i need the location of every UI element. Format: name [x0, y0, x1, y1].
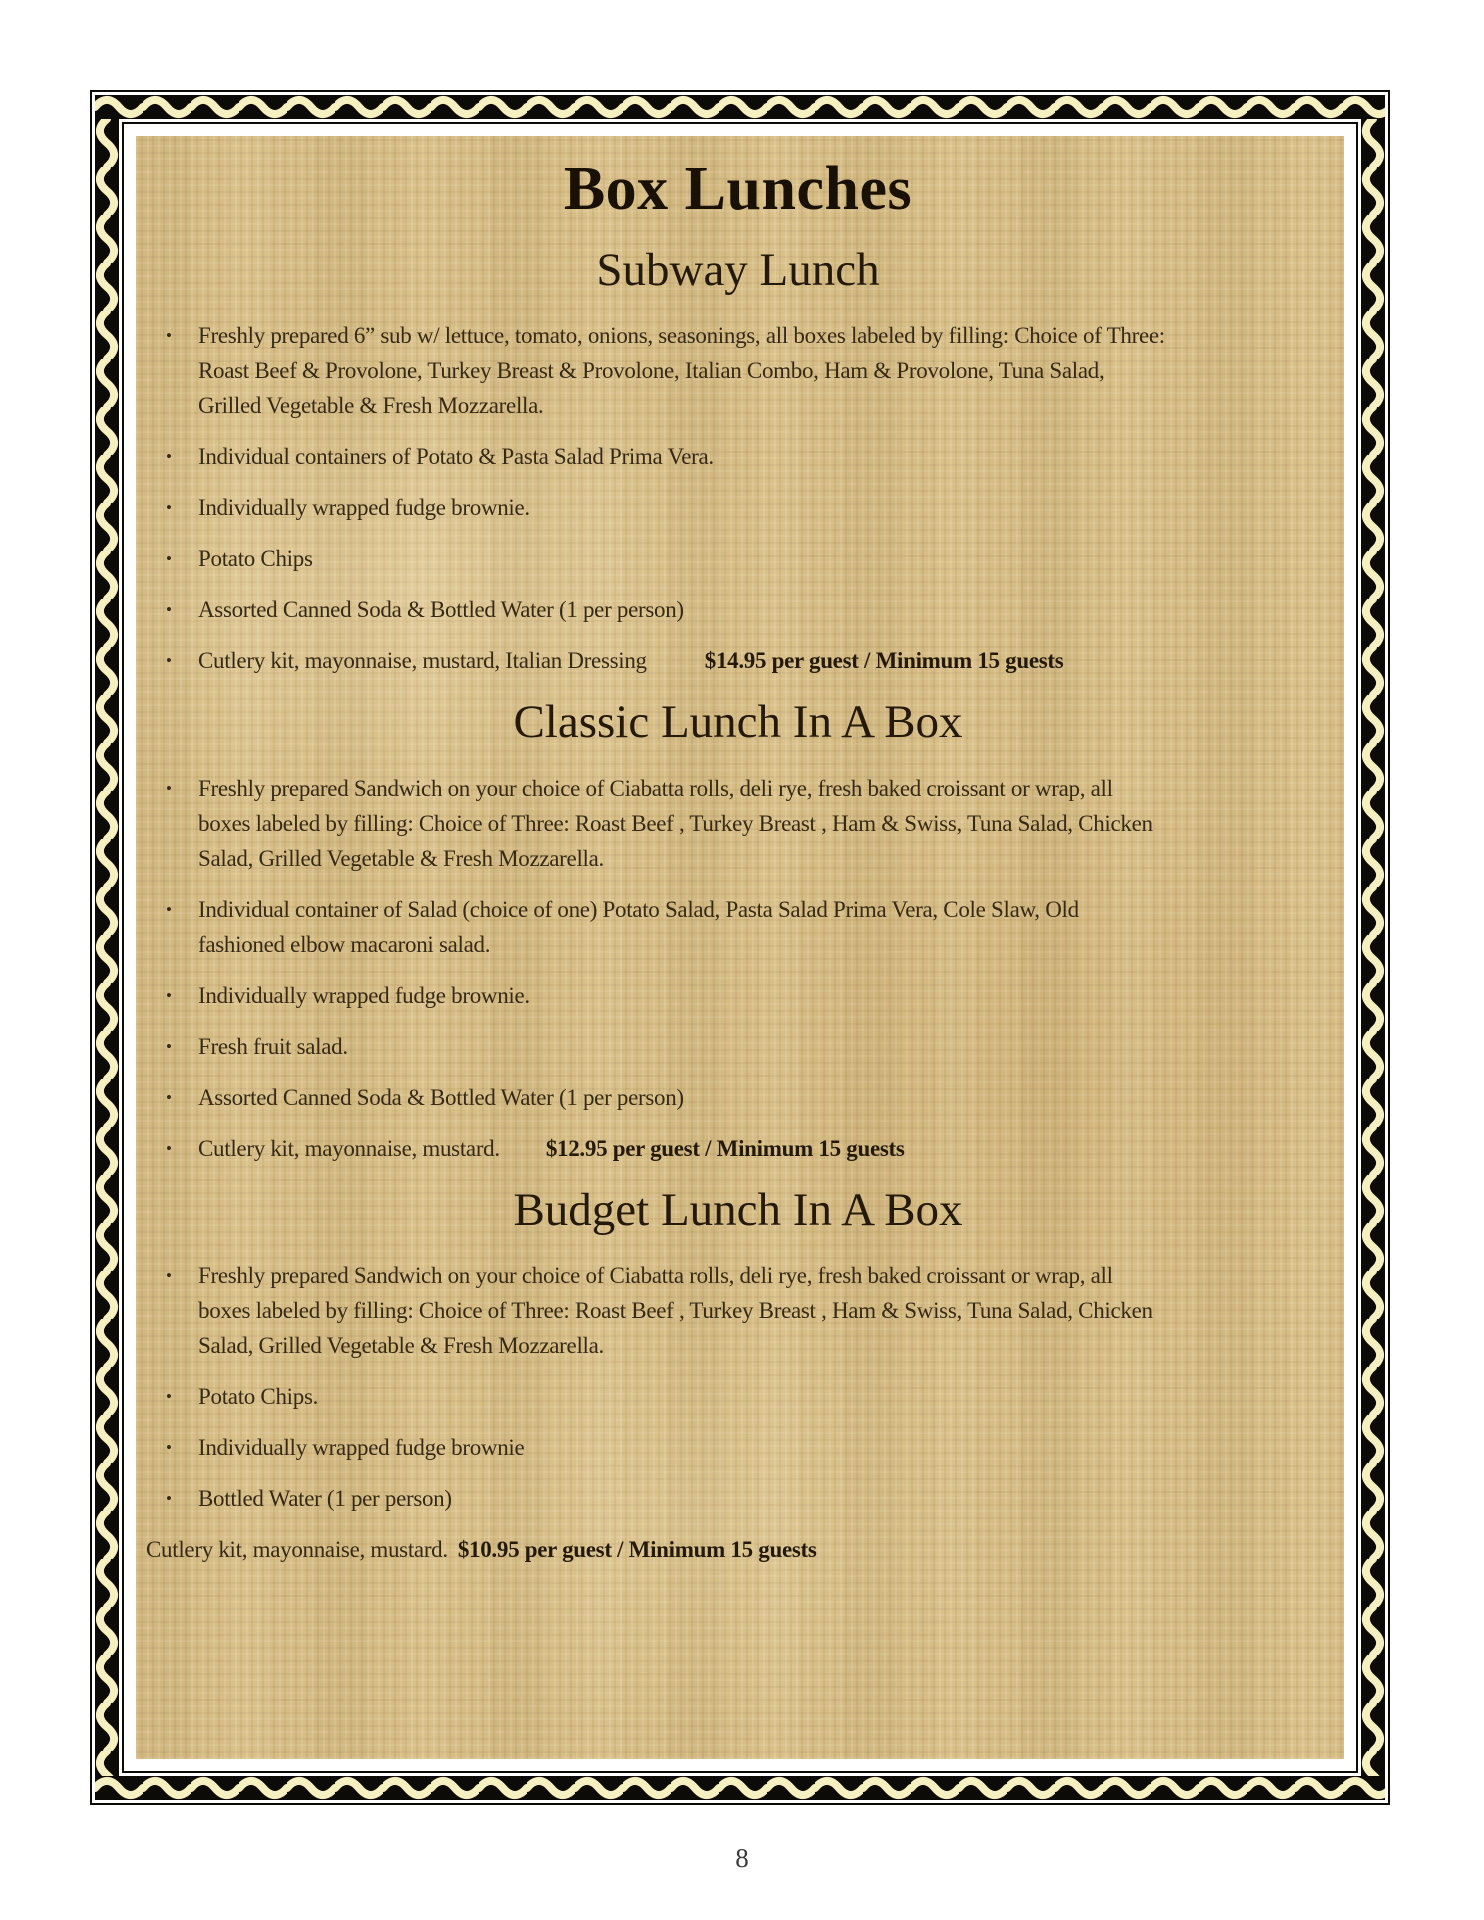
menu-item-line-text: Cutlery kit, mayonnaise, mustard.: [146, 1537, 448, 1563]
menu-item-text: [198, 592, 1330, 627]
menu-item: [146, 1379, 1330, 1414]
menu-item: [146, 592, 1330, 627]
page-number: 8: [735, 1843, 749, 1873]
bullet-icon: •: [166, 899, 172, 919]
menu-item-text: [198, 892, 1330, 962]
menu-item-line: Grilled Vegetable & Fresh Mozzarella.: [198, 393, 544, 419]
menu-item-line: Bottled Water (1 per person): [198, 1486, 452, 1512]
menu-item-text: [146, 1532, 1330, 1567]
section-classic-lunch-in-a-box: [146, 694, 1330, 1165]
menu-item: [146, 771, 1330, 876]
menu-item-line: Individually wrapped fudge brownie: [198, 1435, 525, 1461]
menu-item-line: Fresh fruit salad.: [198, 1033, 348, 1059]
bullet-icon: •: [166, 549, 172, 569]
menu-item-line: Potato Chips: [198, 546, 313, 572]
menu-item: [146, 541, 1330, 576]
menu-item-text: [198, 1258, 1330, 1363]
menu-item-text: [198, 978, 1330, 1013]
menu-item-line: Salad, Grilled Vegetable & Fresh Mozzarella.: [198, 845, 604, 871]
bullet-icon: •: [166, 326, 172, 346]
wave-border-left-icon: [95, 119, 119, 1776]
wave-border-right-icon: [1361, 119, 1385, 1776]
section-subway-lunch: [146, 242, 1330, 678]
menu-item: [146, 1481, 1330, 1516]
menu-item-text: [198, 318, 1330, 423]
menu-item-text: [198, 1430, 1330, 1465]
section-heading: Budget Lunch In A Box: [513, 1183, 963, 1236]
menu-item-text: [198, 1131, 1330, 1166]
wave-border-top-icon: [95, 95, 1385, 119]
menu-item-text: [198, 1379, 1330, 1414]
menu-item-line: boxes labeled by filling: Choice of Three: Roast Beef , Turkey Breast , Ham & Swiss, Tuna Salad, Chicken: [198, 1298, 1153, 1324]
section-heading: Classic Lunch In A Box: [513, 696, 963, 749]
bullet-icon: •: [166, 1266, 172, 1286]
price-text: $14.95 per guest / Minimum 15 guests: [704, 648, 1064, 674]
menu-item-line: Individually wrapped fudge brownie.: [198, 495, 530, 521]
menu-item-line: Freshly prepared 6” sub w/ lettuce, tomato, onions, seasonings, all boxes labeled by filling: Choice of Three:: [198, 323, 1165, 349]
menu-item-line: Individual container of Salad (choice of one) Potato Salad, Pasta Salad Prima Vera, Cole Slaw, Old: [198, 896, 1079, 922]
menu-item-line: Assorted Canned Soda & Bottled Water (1 per person): [198, 1084, 684, 1110]
menu-item: [146, 1080, 1330, 1115]
menu-item-line: Salad, Grilled Vegetable & Fresh Mozzarella.: [198, 1333, 604, 1359]
bullet-icon: •: [166, 600, 172, 620]
menu-item-line: [198, 643, 1330, 678]
menu-item: [146, 892, 1330, 962]
menu-item-line: Assorted Canned Soda & Bottled Water (1 per person): [198, 597, 684, 623]
menu-item-text: [198, 541, 1330, 576]
menu-item-line: boxes labeled by filling: Choice of Three: Roast Beef , Turkey Breast , Ham & Swiss, Tuna Salad, Chicken: [198, 810, 1153, 836]
bullet-icon: •: [166, 498, 172, 518]
parchment-panel: [136, 136, 1344, 1759]
bullet-icon: •: [166, 447, 172, 467]
section-heading: Subway Lunch: [596, 243, 880, 296]
border-inner-line: [122, 122, 1358, 1773]
menu-item: [146, 490, 1330, 525]
bullet-icon: •: [166, 1087, 172, 1107]
menu-item-line: Individually wrapped fudge brownie.: [198, 982, 530, 1008]
menu-item-line: fashioned elbow macaroni salad.: [198, 931, 491, 957]
menu-item-text: [198, 439, 1330, 474]
menu-item-text: [198, 490, 1330, 525]
menu-item-line: Potato Chips.: [198, 1384, 319, 1410]
menu-item: [146, 318, 1330, 423]
menu-item-line: Freshly prepared Sandwich on your choice of Ciabatta rolls, deli rye, fresh baked croissant or wrap, all: [198, 775, 1113, 801]
menu-item-line: Individual containers of Potato & Pasta Salad Prima Vera.: [198, 444, 714, 470]
border-wave-band: [95, 95, 1385, 1800]
section-budget-lunch-in-a-box: [146, 1182, 1330, 1567]
bullet-icon: •: [166, 651, 172, 671]
menu-item-text: [198, 1029, 1330, 1064]
menu-item-line: [146, 1532, 1330, 1567]
menu-item-text: [198, 643, 1330, 678]
menu-item: [146, 1029, 1330, 1064]
menu-item: [146, 1430, 1330, 1465]
decorative-border: [90, 90, 1390, 1805]
bullet-icon: •: [166, 1489, 172, 1509]
menu-item-text: [198, 1080, 1330, 1115]
price-text: $12.95 per guest / Minimum 15 guests: [545, 1135, 905, 1161]
bullet-icon: •: [166, 1438, 172, 1458]
menu-item-line-text: Cutlery kit, mayonnaise, mustard, Italian Dressing: [198, 648, 647, 674]
menu-item-line: [198, 1131, 1330, 1166]
menu-item-line-text: Cutlery kit, mayonnaise, mustard.: [198, 1135, 500, 1161]
price-text: $10.95 per guest / Minimum 15 guests: [457, 1537, 817, 1563]
menu-item: [146, 1131, 1330, 1166]
border-inner-margin: [119, 119, 1361, 1776]
menu-item: [146, 1258, 1330, 1363]
bullet-icon: •: [166, 1138, 172, 1158]
menu-item: [146, 643, 1330, 678]
menu-item: [146, 439, 1330, 474]
menu-item-line: Freshly prepared Sandwich on your choice of Ciabatta rolls, deli rye, fresh baked croissant or wrap, all: [198, 1263, 1113, 1289]
menu-item: [146, 1532, 1330, 1567]
menu-item-text: [198, 771, 1330, 876]
menu-item: [146, 978, 1330, 1013]
bullet-icon: •: [166, 1036, 172, 1056]
menu-item-text: [198, 1481, 1330, 1516]
bullet-icon: •: [166, 985, 172, 1005]
page-title: Box Lunches: [563, 155, 913, 223]
bullet-icon: •: [166, 778, 172, 798]
wave-border-bottom-icon: [95, 1776, 1385, 1800]
menu-item-line: Roast Beef & Provolone, Turkey Breast & Provolone, Italian Combo, Ham & Provolone, Tuna Salad,: [198, 358, 1105, 384]
bullet-icon: •: [166, 1387, 172, 1407]
